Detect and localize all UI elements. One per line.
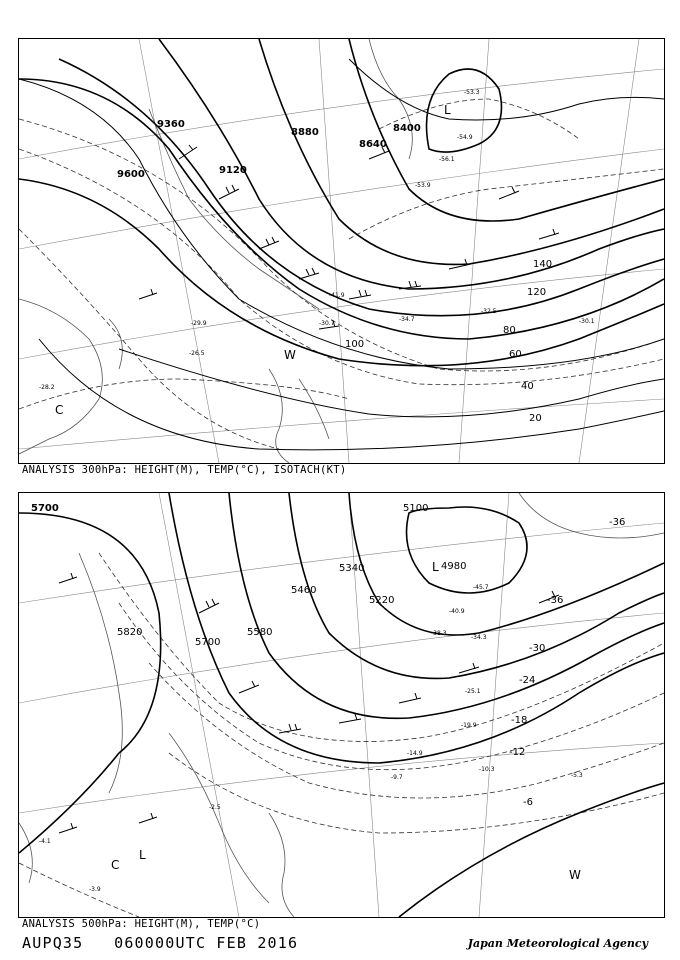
- temp-label-3: -53.9: [415, 182, 431, 189]
- isotherm-label-m24: -24: [519, 675, 536, 686]
- lower-grid: [19, 493, 664, 917]
- lower-height-contours: [19, 493, 664, 917]
- isotherm-label-m36-b: -36: [547, 595, 564, 606]
- temp-label-4: -41.9: [329, 292, 345, 299]
- temp-label-1: -54.9: [457, 134, 473, 141]
- obs-label-1: -45.7: [473, 584, 489, 591]
- height-label-8400: 8400: [393, 123, 421, 134]
- obs-label-7: -14.9: [407, 750, 423, 757]
- obs-label-4: -34.3: [471, 634, 487, 641]
- temp-label-2: -56.1: [439, 156, 455, 163]
- upper-chart-caption: ANALYSIS 300hPa: HEIGHT(M), TEMP(°C), ISOTACH(KT): [22, 464, 347, 476]
- isotherm-label-m18: -18: [511, 715, 528, 726]
- height-label-8640: 8640: [359, 139, 387, 150]
- obs-label-9: -10.3: [479, 766, 495, 773]
- height-label-5820: 5820: [117, 627, 143, 638]
- obs-label-10: -5.3: [571, 772, 583, 779]
- obs-label-13: -4.1: [39, 838, 51, 845]
- upper-chart-map: [19, 39, 664, 463]
- isotach-label-20: 20: [529, 413, 542, 424]
- agency-name: Japan Meteorological Agency: [467, 937, 648, 950]
- isotach-label-60: 60: [509, 349, 522, 360]
- temp-label-7: -29.9: [191, 320, 207, 327]
- obs-label-3: -38.3: [431, 630, 447, 637]
- low-center-symbol-2: L: [139, 848, 146, 862]
- isotherm-label-m12: -12: [509, 747, 526, 758]
- obs-label-5: -25.1: [465, 688, 481, 695]
- lower-chart-500hpa: [18, 492, 665, 918]
- height-label-5700-b: 5700: [195, 637, 221, 648]
- cold-center-symbol: C: [111, 858, 120, 872]
- isotherm-label-m6: -6: [523, 797, 533, 808]
- isotach-label-140: 140: [533, 259, 553, 270]
- isotach-label-120: 120: [527, 287, 547, 298]
- upper-isotherms: [19, 99, 664, 449]
- temp-label-5: -32.5: [481, 308, 497, 315]
- temp-label-12: -53.3: [464, 89, 480, 96]
- isotach-label-80: 80: [503, 325, 516, 336]
- temp-label-8: -28.2: [39, 384, 55, 391]
- lower-chart-caption: ANALYSIS 500hPa: HEIGHT(M), TEMP(°C): [22, 918, 261, 930]
- warm-center-symbol: W: [284, 348, 296, 362]
- height-label-8880: 8880: [291, 127, 319, 138]
- isotach-label-40: 40: [521, 381, 534, 392]
- obs-label-11: -2.5: [209, 804, 221, 811]
- cold-center-symbol: C: [55, 403, 64, 417]
- obs-label-6: -19.9: [461, 722, 477, 729]
- height-label-9360: 9360: [157, 119, 185, 130]
- upper-chart-300hpa: [18, 38, 665, 464]
- height-label-5460: 5460: [291, 585, 317, 596]
- height-label-5220: 5220: [369, 595, 395, 606]
- obs-label-12: -3.9: [89, 886, 101, 893]
- upper-isotachs: [19, 59, 664, 450]
- lower-coastline: [19, 493, 664, 917]
- product-code: AUPQ35: [22, 934, 84, 952]
- obs-label-2: -40.9: [449, 608, 465, 615]
- upper-height-contours: [19, 39, 664, 366]
- height-label-4980: 4980: [441, 561, 467, 572]
- isotherm-label-m36-a: -36: [609, 517, 626, 528]
- warm-center-symbol: W: [569, 868, 581, 882]
- temp-label-6: -30.1: [579, 318, 595, 325]
- temp-label-9: -26.5: [189, 350, 205, 357]
- height-label-5700-a: 5700: [31, 503, 59, 514]
- low-center-symbol: L: [444, 103, 451, 117]
- low-center-symbol-1: L: [432, 560, 439, 574]
- height-label-5340: 5340: [339, 563, 365, 574]
- isotherm-label-m30: -30: [529, 643, 546, 654]
- valid-time: 060000UTC FEB 2016: [114, 934, 299, 952]
- isotach-label-100: 100: [345, 339, 365, 350]
- temp-label-10: -34.7: [399, 316, 415, 323]
- obs-label-8: -9.7: [391, 774, 403, 781]
- temp-label-11: -30.7: [319, 320, 335, 327]
- height-label-9120: 9120: [219, 165, 247, 176]
- height-label-5100: 5100: [403, 503, 429, 514]
- height-label-5580: 5580: [247, 627, 273, 638]
- product-code-and-time: [22, 934, 298, 952]
- upper-grid: [19, 39, 664, 463]
- lower-chart-map: [19, 493, 664, 917]
- height-label-9600: 9600: [117, 169, 145, 180]
